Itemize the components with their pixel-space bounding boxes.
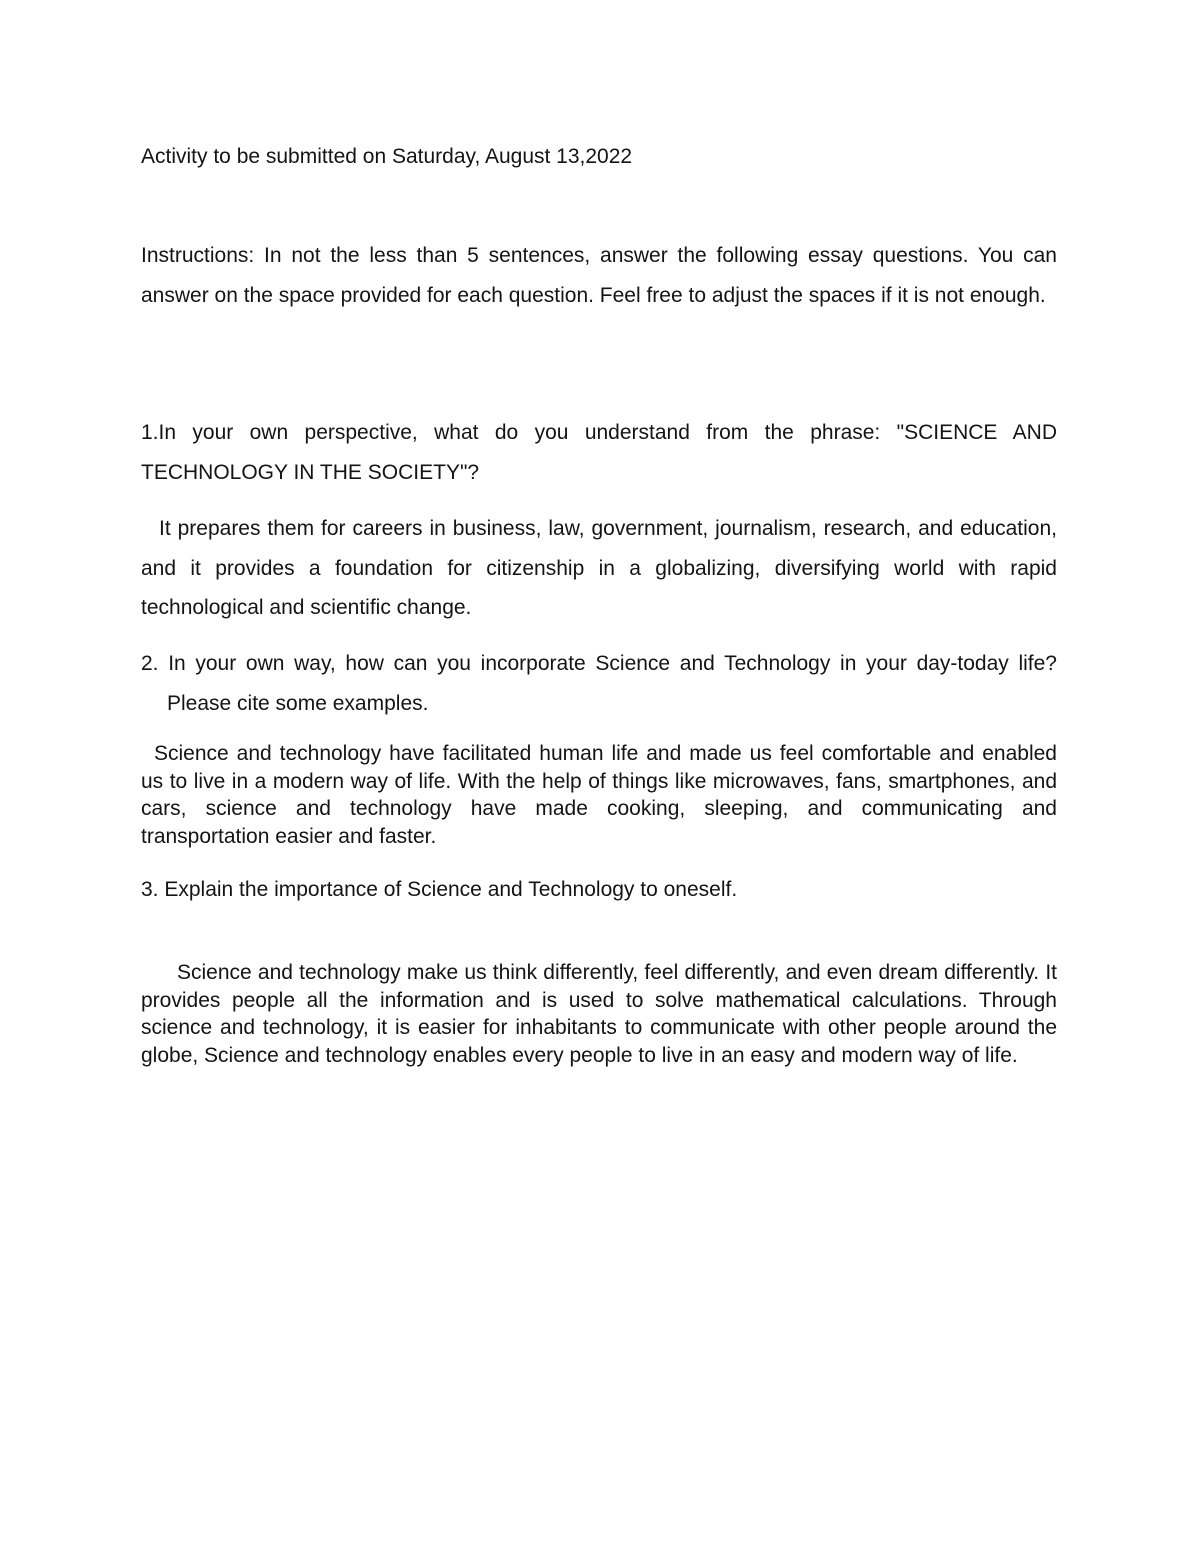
question-2: 2. In your own way, how can you incorporate Science and Technology in your day-today life? Please cite some examples. — [141, 652, 1057, 715]
instructions-paragraph: Instructions: In not the less than 5 sentences, answer the following essay questions. You can answer on the space provided for each question. Feel free to adjust the spaces if it is not enough. — [141, 244, 1057, 307]
question-3: 3. Explain the importance of Science and Technology to oneself. — [141, 878, 738, 901]
answer-1: It prepares them for careers in business, law, government, journalism, research, and education, and it provides a foundation for citizenship in a globalizing, diversifying world with rapid technological and scientific change. — [141, 517, 1057, 619]
question-1: 1.In your own perspective, what do you understand from the phrase: "SCIENCE AND TECHNOLOGY IN THE SOCIETY"? — [141, 421, 1057, 484]
answer-3: Science and technology make us think differently, feel differently, and even dream differently. It provides people all the information and is used to solve mathematical calculations. Through science and technology, it is easier for inhabitants to communicate with other people around the globe, Science and technology enables every people to live in an easy and modern way of life. — [141, 961, 1057, 1067]
answer-2: Science and technology have facilitated human life and made us feel comfortable and enabled us to live in a modern way of life. With the help of things like microwaves, fans, smartphones, and cars, science and technology have made cooking, sleeping, and communicating and transportation easier and faster. — [141, 742, 1057, 848]
document-title: Activity to be submitted on Saturday, August 13,2022 — [141, 145, 633, 168]
